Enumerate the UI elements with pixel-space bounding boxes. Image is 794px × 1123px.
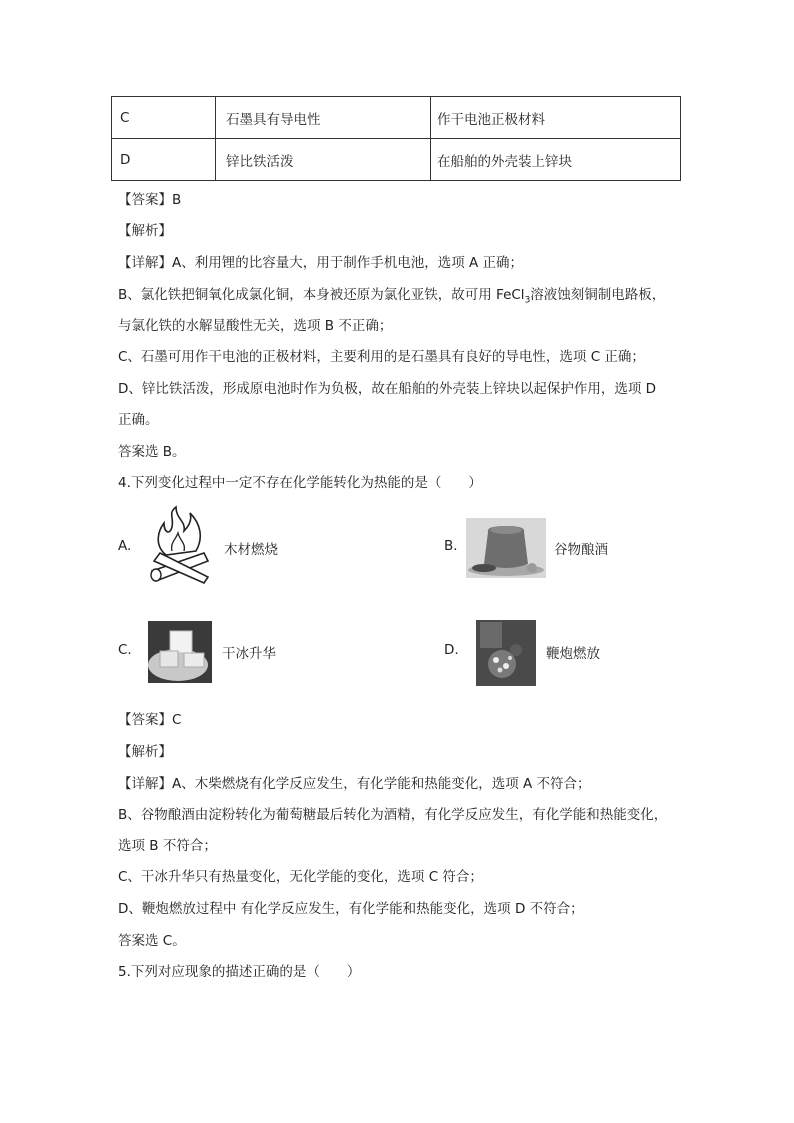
q5-stem: 5.下列对应现象的描述正确的是（ ）: [118, 964, 361, 980]
q3-analysis-heading: 【解析】: [118, 223, 172, 239]
table-cell-option: C: [112, 97, 216, 139]
q3-detail-line-tail: 溶液蚀刻铜制电路板，: [530, 287, 666, 303]
option-b-label: 谷物酿酒: [554, 542, 608, 558]
q4-detail-line: 【详解】A、木柴燃烧有化学反应发生，有化学能和热能变化，选项 A 不符合；: [118, 776, 591, 792]
q4-detail-line: B、谷物酿酒由淀粉转化为葡萄糖最后转化为酒精，有化学反应发生，有化学能和热能变化，: [118, 807, 668, 823]
option-c-label: 干冰升华: [222, 646, 276, 662]
burning-wood-icon: [146, 505, 212, 585]
q4-answer: 【答案】C: [118, 712, 182, 728]
table-cell-property: 锌比铁活泼: [216, 139, 431, 181]
q4-analysis-heading: 【解析】: [118, 744, 172, 760]
option-a-label: 木材燃烧: [224, 542, 278, 558]
q3-detail-line: C、石墨可用作干电池的正极材料，主要利用的是石墨具有良好的导电性，选项 C 正确；: [118, 349, 645, 365]
grain-wine-jar-image: [466, 518, 546, 578]
q4-detail-line: 选项 B 不符合；: [118, 838, 217, 854]
q3-detail-line: [118, 283, 665, 306]
q4-detail-line: D、鞭炮燃放过程中 有化学反应发生，有化学能和热能变化，选项 D 不符合；: [118, 901, 584, 917]
q4-detail-line: C、干冰升华只有热量变化，无化学能的变化，选项 C 符合；: [118, 869, 483, 885]
q3-detail-line: 【详解】A、利用锂的比容量大，用于制作手机电池，选项 A 正确；: [118, 255, 524, 271]
q3-detail-line: 正确。: [118, 412, 159, 428]
q4-stem: 4.下列变化过程中一定不存在化学能转化为热能的是（ ）: [118, 475, 482, 491]
q3-final-answer: 答案选 B。: [118, 444, 186, 460]
table-cell-property: 石墨具有导电性: [216, 97, 431, 139]
q3-detail-line-head: B、氯化铁把铜氧化成氯化铜，本身被还原为氯化亚铁，故可用 FeCl: [118, 287, 525, 303]
option-d-label: 鞭炮燃放: [546, 646, 600, 662]
q4-final-answer: 答案选 C。: [118, 933, 186, 949]
option-d-letter: D.: [444, 642, 459, 658]
option-a-letter: A.: [118, 538, 132, 554]
table-cell-use: 在船舶的外壳装上锌块: [431, 139, 681, 181]
dry-ice-image: [148, 621, 212, 683]
option-b-letter: B.: [444, 538, 458, 554]
q3-detail-line: D、锌比铁活泼，形成原电池时作为负极，故在船舶的外壳装上锌块以起保护作用，选项 D: [118, 381, 657, 397]
table-cell-option: D: [112, 139, 216, 181]
option-c-letter: C.: [118, 642, 132, 658]
q3-detail-line: 与氯化铁的水解显酸性无关，选项 B 不正确；: [118, 318, 393, 334]
table-cell-use: 作干电池正极材料: [431, 97, 681, 139]
options-table: [111, 96, 681, 181]
q3-answer: 【答案】B: [118, 192, 182, 208]
table-row: [112, 139, 681, 181]
fecl3-subscript: 3: [524, 295, 531, 306]
table-row: [112, 97, 681, 139]
firecracker-image: [476, 620, 536, 686]
